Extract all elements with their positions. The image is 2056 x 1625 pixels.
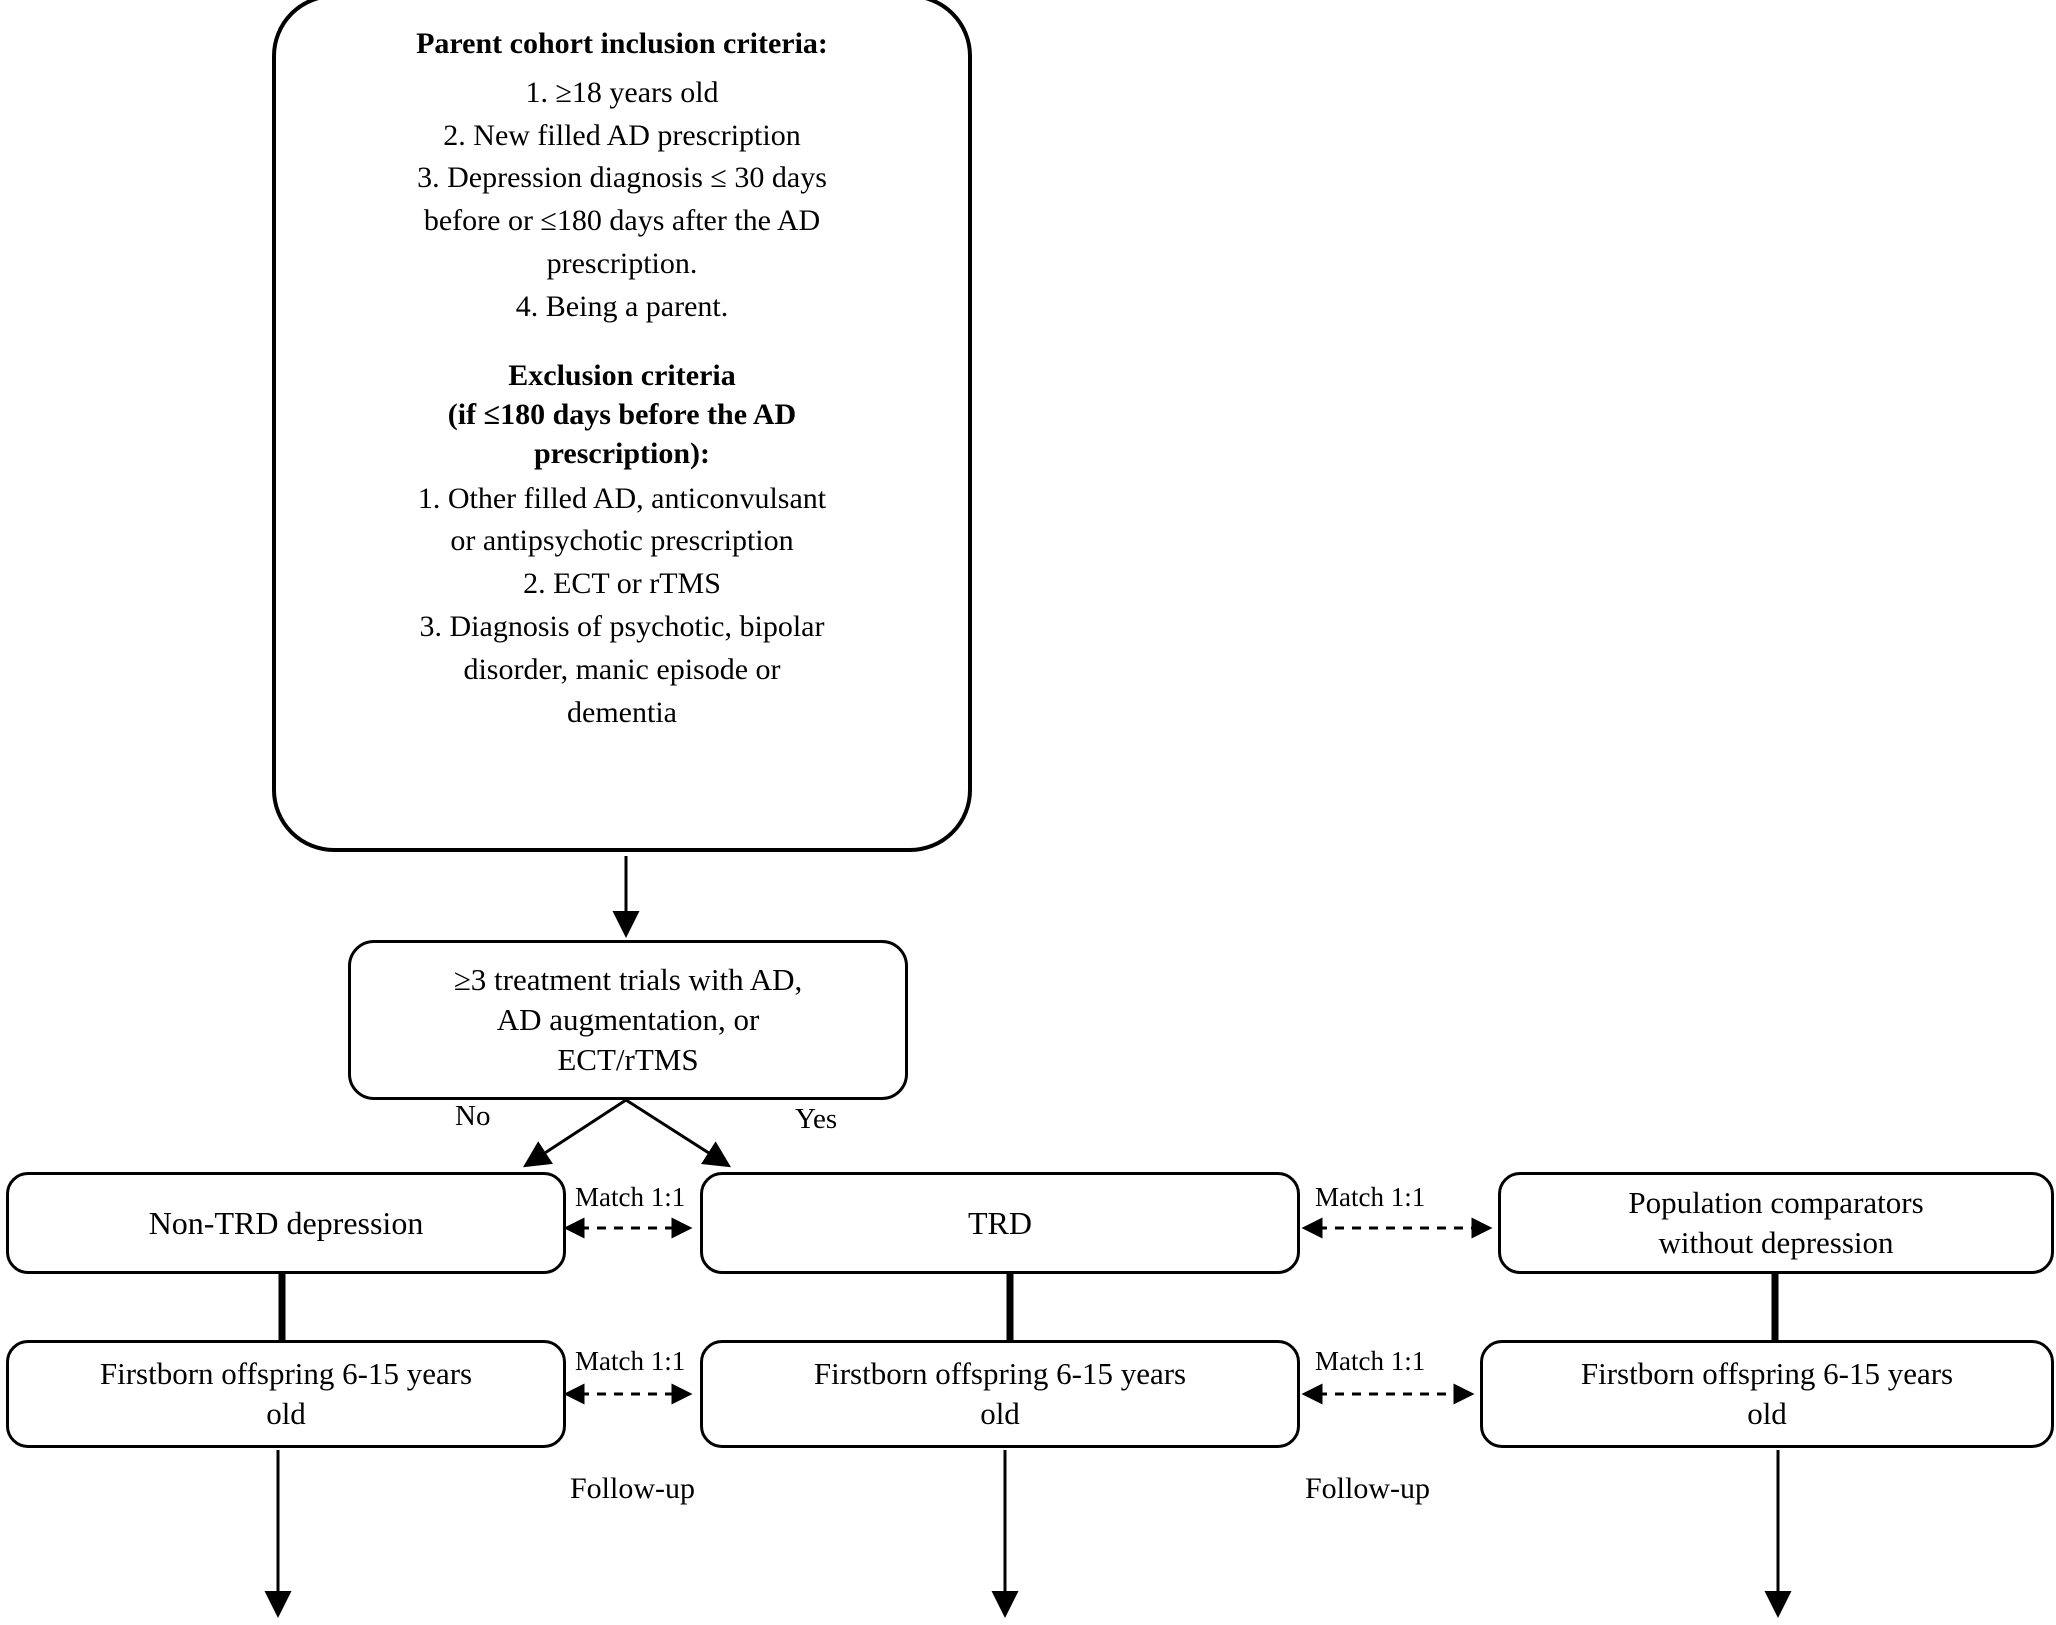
exclusion-item: 1. Other filled AD, anticonvulsant: [417, 481, 827, 515]
offspring-box-trd: [700, 1340, 1300, 1448]
group-box-population-comparators: [1498, 1172, 2054, 1274]
exclusion-item: 3. Diagnosis of psychotic, bipolar: [419, 609, 825, 643]
group-label-population-line: without depression: [1658, 1225, 1894, 1260]
inclusion-item: 4. Being a parent.: [515, 289, 729, 323]
offspring-label-line: old: [980, 1396, 1020, 1431]
match-label-offspring-mid-right: Match 1:1: [1315, 1346, 1426, 1376]
exclusion-heading-line: Exclusion criteria: [508, 358, 736, 392]
group-label-population-line: Population comparators: [1628, 1185, 1924, 1221]
offspring-label-line: Firstborn offspring 6-15 years: [99, 1356, 473, 1392]
group-box-trd: [700, 1172, 1300, 1274]
exclusion-item: 2. ECT or rTMS: [523, 567, 721, 601]
inclusion-item: before or ≤180 days after the AD: [423, 204, 821, 238]
exclusion-item: dementia: [567, 695, 677, 729]
inclusion-item: prescription.: [546, 246, 698, 280]
group-label-non-trd: Non-TRD depression: [148, 1204, 424, 1241]
branch-label-yes: Yes: [795, 1103, 838, 1135]
inclusion-item: 1. ≥18 years old: [525, 75, 719, 109]
group-label-trd: TRD: [968, 1204, 1032, 1241]
decision-line: ECT/rTMS: [557, 1041, 699, 1077]
inclusion-exclusion-criteria-box: [272, 0, 972, 852]
inclusion-heading: Parent cohort inclusion criteria:: [416, 27, 828, 60]
group-box-non-trd: [6, 1172, 566, 1274]
offspring-box-population: [1480, 1340, 2054, 1448]
offspring-label-line: old: [1747, 1396, 1787, 1431]
match-label-non-trd-trd: Match 1:1: [575, 1182, 686, 1212]
followup-label-left: Follow-up: [570, 1472, 696, 1505]
offspring-label-line: Firstborn offspring 6-15 years: [813, 1356, 1187, 1392]
inclusion-item: 2. New filled AD prescription: [443, 118, 801, 152]
inclusion-item: 3. Depression diagnosis ≤ 30 days: [417, 161, 827, 195]
match-label-offspring-left-mid: Match 1:1: [575, 1346, 686, 1376]
offspring-label-line: old: [266, 1396, 306, 1431]
exclusion-item: or antipsychotic prescription: [450, 524, 794, 558]
followup-label-right: Follow-up: [1305, 1472, 1431, 1505]
treatment-trials-decision-box: [348, 940, 908, 1100]
branch-label-no: No: [455, 1100, 491, 1132]
decision-line: ≥3 treatment trials with AD,: [453, 962, 803, 998]
exclusion-heading: [294, 356, 950, 473]
decision-line: AD augmentation, or: [496, 1002, 760, 1038]
offspring-box-non-trd: [6, 1340, 566, 1448]
exclusion-criteria-list: [294, 479, 950, 734]
exclusion-heading-line: (if ≤180 days before the AD: [447, 397, 797, 431]
exclusion-heading-line: prescription):: [533, 436, 711, 470]
offspring-label-line: Firstborn offspring 6-15 years: [1580, 1356, 1954, 1392]
inclusion-criteria-list: [294, 73, 950, 328]
match-label-trd-population: Match 1:1: [1315, 1182, 1426, 1212]
exclusion-item: disorder, manic episode or: [463, 652, 781, 686]
criteria-spacer: [294, 330, 950, 356]
